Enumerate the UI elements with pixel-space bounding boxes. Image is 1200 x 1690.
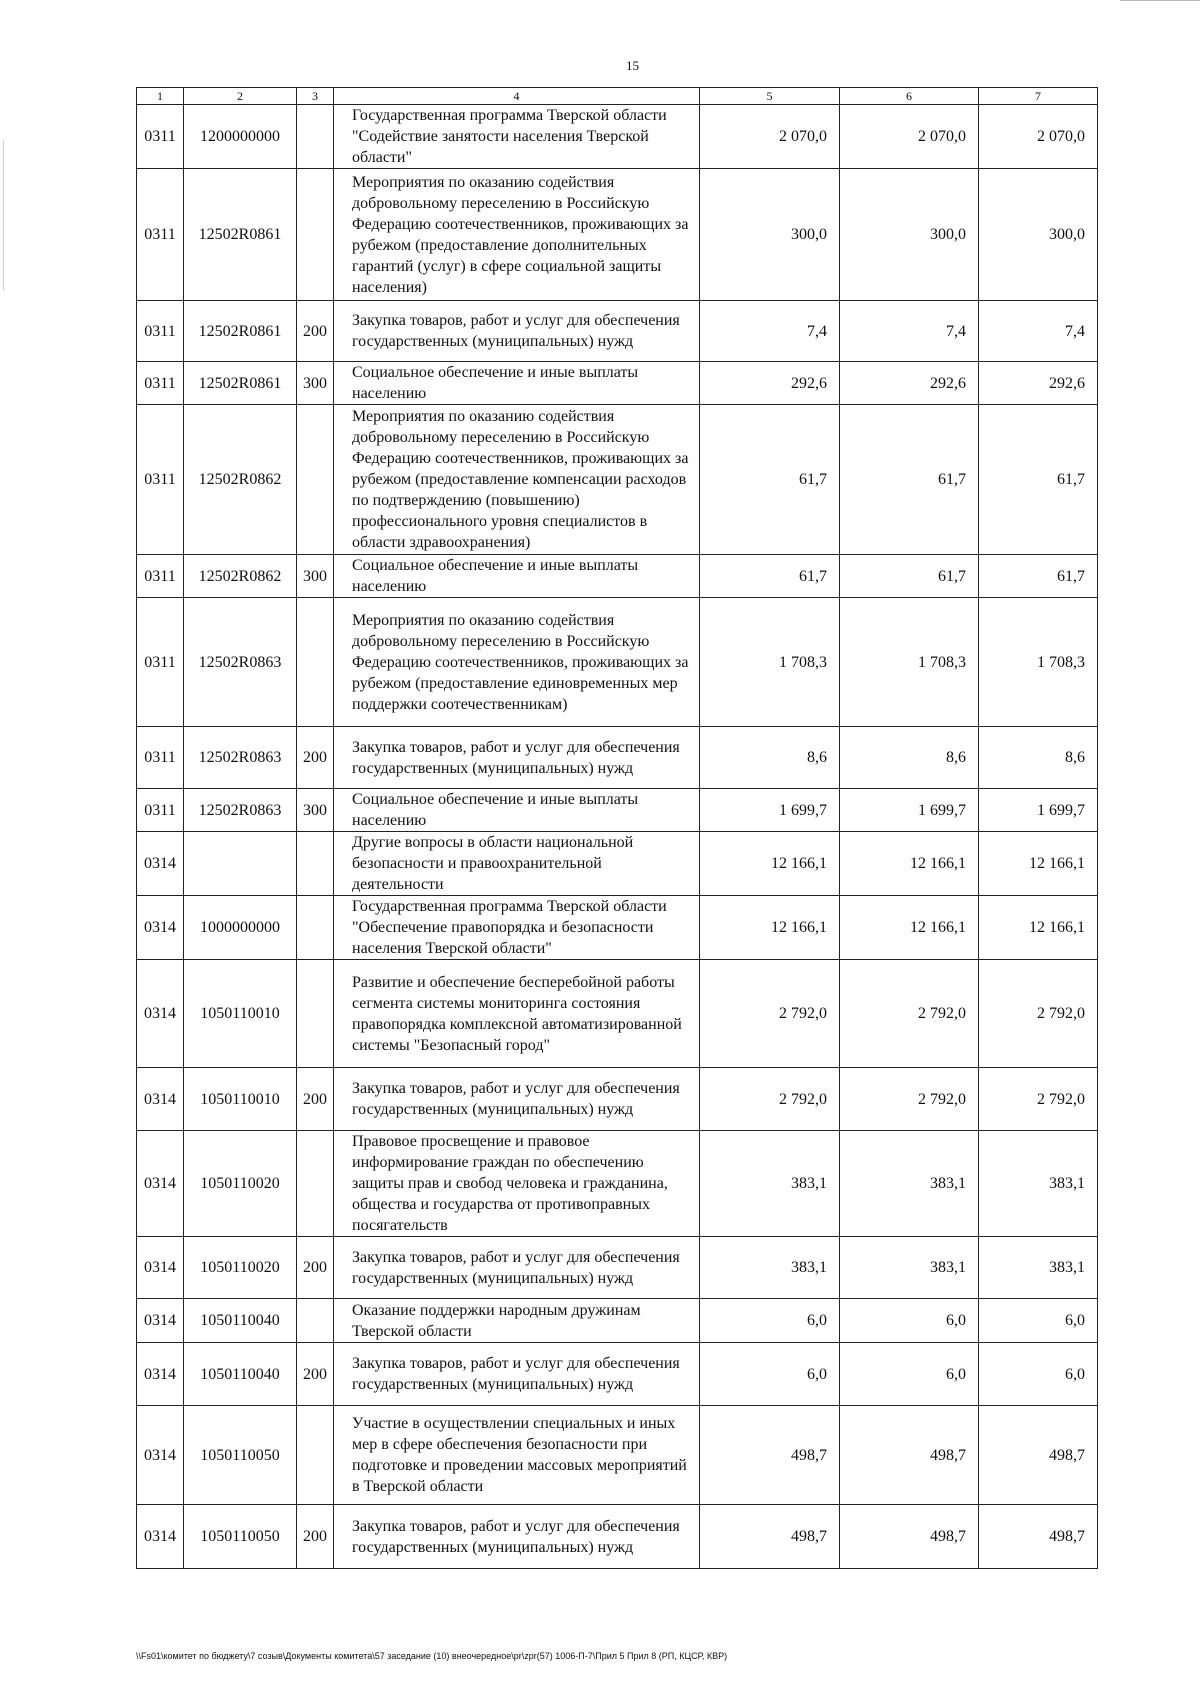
header-col-5: 5 [700, 88, 840, 105]
cell-kvr: 200 [297, 1343, 334, 1406]
header-col-6: 6 [840, 88, 979, 105]
cell-value-6: 498,7 [840, 1406, 979, 1505]
table-row [137, 105, 1098, 169]
cell-kcsr: 1050110020 [184, 1237, 297, 1299]
cell-value-6: 383,1 [840, 1131, 979, 1237]
page-number: 15 [626, 58, 639, 73]
cell-name: Закупка товаров, работ и услуг для обеспечения государственных (муниципальных) нужд [334, 1068, 700, 1131]
cell-rp: 0311 [137, 405, 184, 555]
cell-name: Мероприятия по оказанию содействия добровольному переселению в Российскую Федерацию соотечественников, проживающих за рубежом (предоставление компенсации расходов по подтверждению (повышению) профессионального уровня специалистов в области здравоохранения) [334, 405, 700, 555]
cell-name: Социальное обеспечение и иные выплаты населению [334, 555, 700, 598]
cell-kvr [297, 1299, 334, 1343]
cell-kcsr: 12502R0861 [184, 362, 297, 405]
cell-value-5: 2 070,0 [700, 105, 840, 169]
cell-kcsr: 1050110050 [184, 1406, 297, 1505]
cell-value-5: 498,7 [700, 1406, 840, 1505]
table-row [137, 362, 1098, 405]
cell-kcsr: 12502R0863 [184, 789, 297, 832]
cell-rp: 0311 [137, 727, 184, 789]
cell-kvr [297, 960, 334, 1068]
cell-kvr: 200 [297, 1068, 334, 1131]
cell-kcsr [184, 832, 297, 896]
cell-name: Участие в осуществлении специальных и иных мер в сфере обеспечения безопасности при подготовке и проведении массовых мероприятий в Тверской области [334, 1406, 700, 1505]
header-col-4: 4 [334, 88, 700, 105]
cell-value-5: 300,0 [700, 169, 840, 301]
cell-value-7: 7,4 [979, 301, 1098, 362]
cell-value-5: 12 166,1 [700, 832, 840, 896]
cell-kvr: 200 [297, 301, 334, 362]
cell-kvr [297, 896, 334, 960]
cell-rp: 0314 [137, 1343, 184, 1406]
table-row [137, 1237, 1098, 1299]
cell-value-6: 12 166,1 [840, 832, 979, 896]
file-path-footer: \\Fs01\комитет по бюджету\7 созыв\Документы комитета\57 заседание (10) внеочередное\pr\zpr(57) 1006-П-7\Прил 5 Прил 8 (РП, КЦСР, КВР) [136, 1651, 728, 1661]
header-col-2: 2 [184, 88, 297, 105]
scan-edge-mark [3, 140, 4, 290]
table-row [137, 727, 1098, 789]
cell-kvr [297, 405, 334, 555]
cell-rp: 0311 [137, 105, 184, 169]
cell-value-5: 8,6 [700, 727, 840, 789]
cell-value-5: 498,7 [700, 1505, 840, 1569]
cell-rp: 0314 [137, 1237, 184, 1299]
cell-value-5: 6,0 [700, 1299, 840, 1343]
header-col-3: 3 [297, 88, 334, 105]
cell-value-6: 61,7 [840, 405, 979, 555]
cell-value-6: 7,4 [840, 301, 979, 362]
cell-name: Оказание поддержки народным дружинам Тверской области [334, 1299, 700, 1343]
cell-name: Правовое просвещение и правовое информирование граждан по обеспечению защиты прав и свобод человека и гражданина, общества и государства от противоправных посягательств [334, 1131, 700, 1237]
cell-value-5: 61,7 [700, 555, 840, 598]
cell-rp: 0314 [137, 1505, 184, 1569]
header-col-7: 7 [979, 88, 1098, 105]
cell-kvr: 300 [297, 555, 334, 598]
cell-kcsr: 12502R0862 [184, 555, 297, 598]
table-row [137, 301, 1098, 362]
cell-value-7: 1 708,3 [979, 598, 1098, 727]
cell-rp: 0314 [137, 832, 184, 896]
cell-value-6: 61,7 [840, 555, 979, 598]
cell-kcsr: 12502R0861 [184, 301, 297, 362]
budget-table [136, 87, 1098, 1569]
cell-kcsr: 1050110010 [184, 1068, 297, 1131]
cell-value-5: 383,1 [700, 1131, 840, 1237]
table-body [137, 105, 1098, 1569]
cell-value-7: 12 166,1 [979, 832, 1098, 896]
cell-name: Закупка товаров, работ и услуг для обеспечения государственных (муниципальных) нужд [334, 1237, 700, 1299]
cell-value-5: 383,1 [700, 1237, 840, 1299]
cell-value-7: 12 166,1 [979, 896, 1098, 960]
cell-value-7: 498,7 [979, 1406, 1098, 1505]
cell-kcsr: 12502R0862 [184, 405, 297, 555]
cell-kcsr: 1050110040 [184, 1343, 297, 1406]
cell-rp: 0314 [137, 1068, 184, 1131]
cell-kcsr: 12502R0861 [184, 169, 297, 301]
cell-value-7: 383,1 [979, 1237, 1098, 1299]
cell-name: Мероприятия по оказанию содействия добровольному переселению в Российскую Федерацию соотечественников, проживающих за рубежом (предоставление единовременных мер поддержки соотечественникам) [334, 598, 700, 727]
cell-value-5: 2 792,0 [700, 960, 840, 1068]
cell-kvr [297, 1406, 334, 1505]
cell-kvr [297, 598, 334, 727]
table-row [137, 1505, 1098, 1569]
table-row [137, 1406, 1098, 1505]
cell-kvr [297, 105, 334, 169]
cell-name: Государственная программа Тверской области "Обеспечение правопорядка и безопасности населения Тверской области" [334, 896, 700, 960]
cell-kvr: 300 [297, 789, 334, 832]
scan-edge-line [1120, 0, 1200, 1]
cell-value-6: 6,0 [840, 1299, 979, 1343]
cell-value-7: 61,7 [979, 405, 1098, 555]
table-row [137, 555, 1098, 598]
cell-rp: 0311 [137, 301, 184, 362]
cell-rp: 0314 [137, 896, 184, 960]
cell-kvr: 200 [297, 727, 334, 789]
cell-rp: 0311 [137, 555, 184, 598]
table-row [137, 832, 1098, 896]
cell-value-5: 292,6 [700, 362, 840, 405]
cell-rp: 0314 [137, 1406, 184, 1505]
cell-value-5: 1 708,3 [700, 598, 840, 727]
cell-value-7: 2 070,0 [979, 105, 1098, 169]
table-row [137, 405, 1098, 555]
cell-name: Закупка товаров, работ и услуг для обеспечения государственных (муниципальных) нужд [334, 1343, 700, 1406]
cell-rp: 0314 [137, 1131, 184, 1237]
cell-rp: 0311 [137, 169, 184, 301]
cell-value-5: 61,7 [700, 405, 840, 555]
cell-value-6: 1 708,3 [840, 598, 979, 727]
cell-value-6: 2 792,0 [840, 960, 979, 1068]
cell-value-7: 383,1 [979, 1131, 1098, 1237]
cell-name: Развитие и обеспечение бесперебойной работы сегмента системы мониторинга состояния правопорядка комплексной автоматизированной системы "Безопасный город" [334, 960, 700, 1068]
cell-kvr: 200 [297, 1505, 334, 1569]
cell-rp: 0314 [137, 960, 184, 1068]
cell-value-7: 292,6 [979, 362, 1098, 405]
cell-rp: 0311 [137, 789, 184, 832]
cell-value-7: 2 792,0 [979, 1068, 1098, 1131]
cell-kcsr: 12502R0863 [184, 598, 297, 727]
cell-kcsr: 12502R0863 [184, 727, 297, 789]
cell-value-5: 2 792,0 [700, 1068, 840, 1131]
cell-rp: 0311 [137, 598, 184, 727]
cell-kcsr: 1050110040 [184, 1299, 297, 1343]
cell-name: Социальное обеспечение и иные выплаты населению [334, 789, 700, 832]
cell-value-5: 12 166,1 [700, 896, 840, 960]
cell-value-6: 1 699,7 [840, 789, 979, 832]
table-row [137, 896, 1098, 960]
cell-value-7: 498,7 [979, 1505, 1098, 1569]
table-row [137, 598, 1098, 727]
cell-kvr: 200 [297, 1237, 334, 1299]
cell-rp: 0314 [137, 1299, 184, 1343]
table-row [137, 1299, 1098, 1343]
cell-value-6: 6,0 [840, 1343, 979, 1406]
cell-value-6: 8,6 [840, 727, 979, 789]
table-row [137, 1343, 1098, 1406]
table-row [137, 169, 1098, 301]
table-row [137, 1068, 1098, 1131]
cell-value-5: 6,0 [700, 1343, 840, 1406]
table-row [137, 1131, 1098, 1237]
cell-kvr: 300 [297, 362, 334, 405]
cell-value-7: 1 699,7 [979, 789, 1098, 832]
cell-value-6: 292,6 [840, 362, 979, 405]
cell-value-6: 498,7 [840, 1505, 979, 1569]
cell-kcsr: 1200000000 [184, 105, 297, 169]
cell-value-7: 6,0 [979, 1299, 1098, 1343]
cell-name: Государственная программа Тверской области "Содействие занятости населения Тверской области" [334, 105, 700, 169]
cell-value-7: 61,7 [979, 555, 1098, 598]
cell-name: Мероприятия по оказанию содействия добровольному переселению в Российскую Федерацию соотечественников, проживающих за рубежом (предоставление дополнительных гарантий (услуг) в сфере социальной защиты населения) [334, 169, 700, 301]
table-header [137, 88, 1098, 105]
cell-kcsr: 1000000000 [184, 896, 297, 960]
cell-kvr [297, 832, 334, 896]
cell-kvr [297, 1131, 334, 1237]
cell-value-5: 7,4 [700, 301, 840, 362]
cell-value-7: 8,6 [979, 727, 1098, 789]
cell-name: Социальное обеспечение и иные выплаты населению [334, 362, 700, 405]
cell-value-6: 383,1 [840, 1237, 979, 1299]
cell-value-6: 300,0 [840, 169, 979, 301]
cell-name: Закупка товаров, работ и услуг для обеспечения государственных (муниципальных) нужд [334, 301, 700, 362]
cell-name: Другие вопросы в области национальной безопасности и правоохранительной деятельности [334, 832, 700, 896]
cell-value-5: 1 699,7 [700, 789, 840, 832]
cell-rp: 0311 [137, 362, 184, 405]
cell-value-6: 12 166,1 [840, 896, 979, 960]
cell-value-7: 300,0 [979, 169, 1098, 301]
cell-kvr [297, 169, 334, 301]
cell-value-6: 2 792,0 [840, 1068, 979, 1131]
cell-value-7: 6,0 [979, 1343, 1098, 1406]
header-row [137, 88, 1098, 105]
cell-kcsr: 1050110050 [184, 1505, 297, 1569]
cell-value-6: 2 070,0 [840, 105, 979, 169]
header-col-1: 1 [137, 88, 184, 105]
table-row [137, 960, 1098, 1068]
cell-kcsr: 1050110020 [184, 1131, 297, 1237]
cell-name: Закупка товаров, работ и услуг для обеспечения государственных (муниципальных) нужд [334, 727, 700, 789]
cell-name: Закупка товаров, работ и услуг для обеспечения государственных (муниципальных) нужд [334, 1505, 700, 1569]
table-row [137, 789, 1098, 832]
cell-value-7: 2 792,0 [979, 960, 1098, 1068]
cell-kcsr: 1050110010 [184, 960, 297, 1068]
